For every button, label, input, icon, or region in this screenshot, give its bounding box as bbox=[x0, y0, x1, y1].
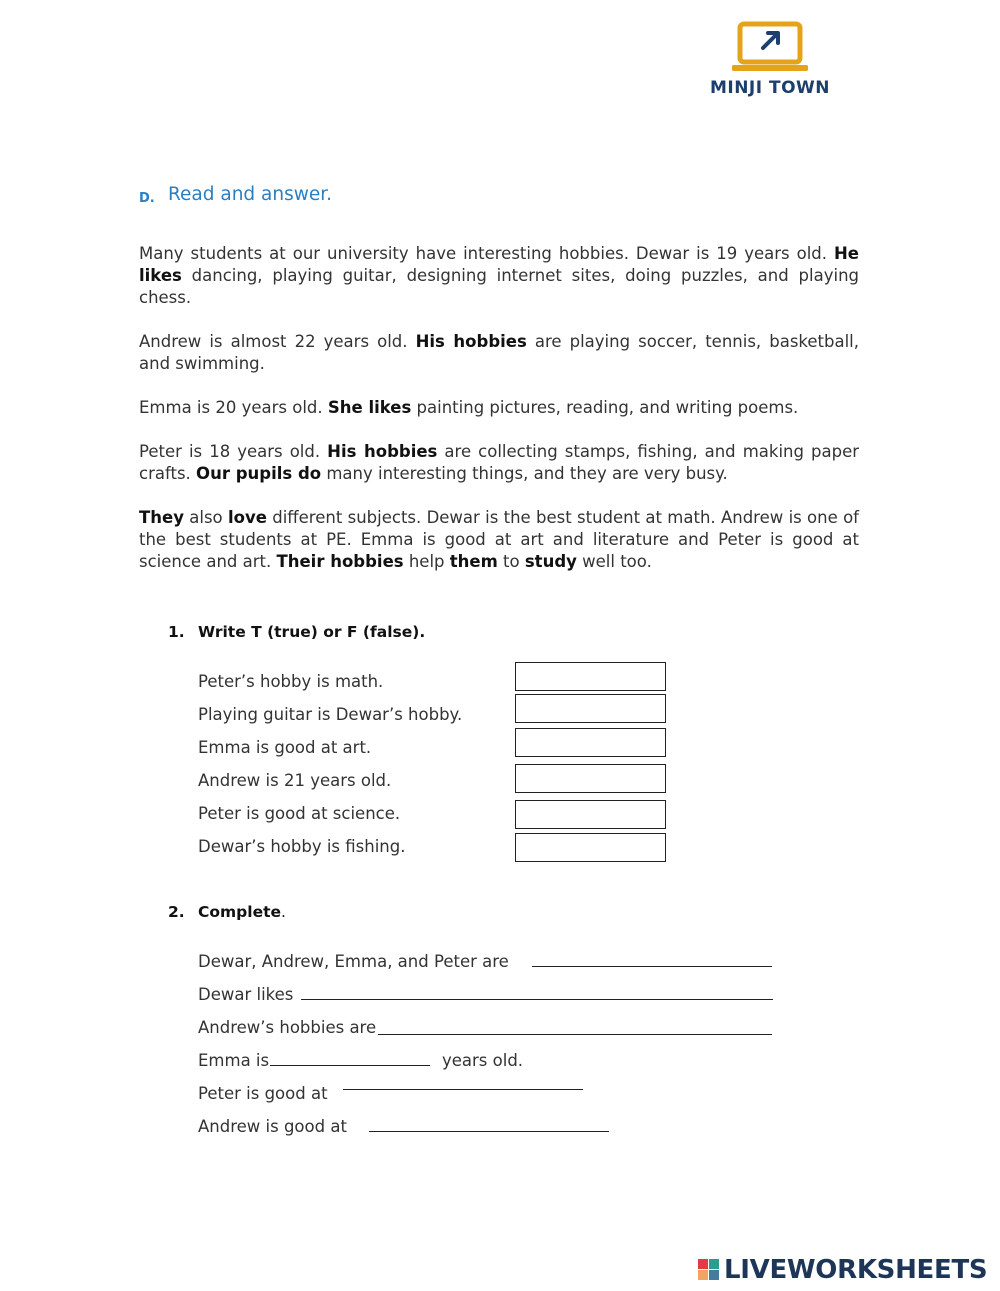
tf-answer-box[interactable] bbox=[515, 728, 666, 757]
passage-text: dancing, playing guitar, designing internet sites, doing puzzles, and playing chess. bbox=[139, 266, 859, 307]
brand-logo bbox=[700, 20, 840, 100]
watermark-text: LIVEWORKSHEETS bbox=[724, 1255, 988, 1285]
passage-text: Peter is 18 years old. bbox=[139, 442, 328, 461]
complete-prompt: Dewar likes bbox=[198, 985, 294, 1004]
passage-bold-text: love bbox=[227, 508, 267, 527]
block-l bbox=[698, 1259, 708, 1269]
tf-statement: Peter’s hobby is math. bbox=[198, 672, 384, 691]
tf-answer-box[interactable] bbox=[515, 833, 666, 862]
passage-bold-text: Their hobbies bbox=[276, 552, 404, 571]
complete-prompt: Emma is bbox=[198, 1051, 270, 1070]
passage-text: Emma is 20 years old. bbox=[139, 398, 328, 417]
passage-bold-text: them bbox=[449, 552, 498, 571]
passage-text: Many students at our university have interesting hobbies. Dewar is 19 years old. bbox=[139, 244, 834, 263]
section-title: Read and answer. bbox=[168, 184, 333, 205]
laptop-arrow-icon bbox=[732, 20, 808, 76]
question-2-number: 2. bbox=[168, 903, 185, 921]
passage-text: also bbox=[183, 508, 228, 527]
block-i bbox=[709, 1259, 719, 1269]
tf-statement: Playing guitar is Dewar’s hobby. bbox=[198, 705, 463, 724]
complete-prompt: Dewar, Andrew, Emma, and Peter are bbox=[198, 952, 509, 971]
passage-text: different subjects. Dewar is the best student at math. Andrew is one of the best students at PE. Emma is good at art and literature and Peter is good at science and art. bbox=[139, 508, 859, 571]
tf-answer-box[interactable] bbox=[515, 662, 666, 691]
passage-bold-text: She likes bbox=[327, 398, 412, 417]
brand-name: MINJI TOWN bbox=[709, 78, 831, 98]
tf-answer-box[interactable] bbox=[515, 800, 666, 829]
passage-paragraph bbox=[139, 441, 859, 485]
passage-paragraph bbox=[139, 507, 859, 573]
answer-line[interactable] bbox=[270, 1065, 430, 1066]
passage-bold-text: His hobbies bbox=[415, 332, 527, 351]
passage-paragraph bbox=[139, 243, 859, 309]
tf-answer-box[interactable] bbox=[515, 694, 666, 723]
answer-line[interactable] bbox=[369, 1131, 609, 1132]
passage-paragraph bbox=[139, 397, 859, 419]
complete-prompt: Peter is good at bbox=[198, 1084, 328, 1103]
passage-bold-text: They bbox=[139, 508, 184, 527]
answer-line[interactable] bbox=[301, 999, 773, 1000]
tf-statement: Emma is good at art. bbox=[198, 738, 372, 757]
passage-text: many interesting things, and they are very busy. bbox=[321, 464, 728, 483]
complete-prompt: Andrew is good at bbox=[198, 1117, 347, 1136]
tf-statement: Peter is good at science. bbox=[198, 804, 401, 823]
question-2-title: Complete. bbox=[198, 903, 286, 921]
answer-line[interactable] bbox=[343, 1089, 583, 1090]
answer-line[interactable] bbox=[532, 966, 772, 967]
passage-text: painting pictures, reading, and writing poems. bbox=[411, 398, 799, 417]
complete-suffix: years old. bbox=[442, 1051, 524, 1070]
passage-bold-text: His hobbies bbox=[327, 442, 438, 461]
passage-bold-text: Our pupils do bbox=[196, 464, 322, 483]
section-letter: D. bbox=[139, 191, 155, 206]
passage-bold-text: study bbox=[524, 552, 577, 571]
passage-text: to bbox=[497, 552, 525, 571]
question-1-number: 1. bbox=[168, 623, 185, 641]
passage-text: Andrew is almost 22 years old. bbox=[139, 332, 416, 351]
passage-text: are collecting stamps, fishing, and making paper crafts. bbox=[139, 442, 860, 483]
passage-text: well too. bbox=[576, 552, 652, 571]
tf-answer-box[interactable] bbox=[515, 764, 666, 793]
passage-paragraph bbox=[139, 331, 859, 375]
liveworksheets-watermark bbox=[698, 1254, 994, 1286]
complete-prompt: Andrew’s hobbies are bbox=[198, 1018, 377, 1037]
passage-text: are playing soccer, tennis, basketball, and swimming. bbox=[139, 332, 860, 373]
liveworksheets-blocks-icon bbox=[698, 1259, 720, 1281]
block-v bbox=[698, 1270, 708, 1280]
passage-text: help bbox=[403, 552, 450, 571]
tf-statement: Andrew is 21 years old. bbox=[198, 771, 392, 790]
block-e bbox=[709, 1270, 719, 1280]
tf-statement: Dewar’s hobby is fishing. bbox=[198, 837, 406, 856]
passage-bold-text: He likes bbox=[139, 244, 859, 285]
question-1-title: Write T (true) or F (false). bbox=[198, 623, 426, 641]
answer-line[interactable] bbox=[378, 1034, 772, 1035]
